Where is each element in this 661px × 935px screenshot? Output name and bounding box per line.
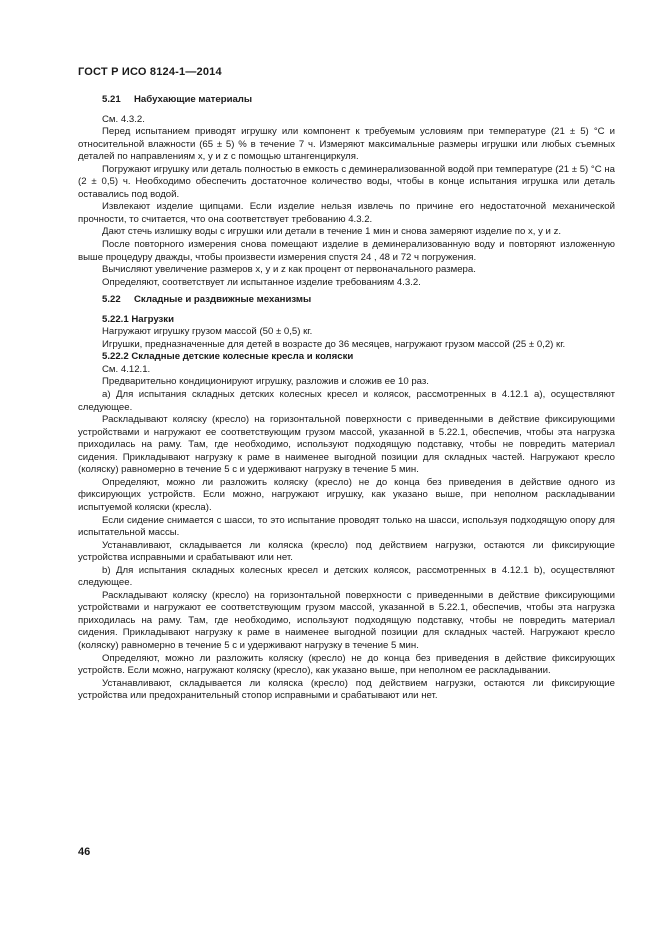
paragraph: После повторного измерения снова помещают изделие в деминерализованную воду и повторяют изложенную выше процедуру дважды, чтобы произвести измерения спустя 24 , 48 и 72 ч погружения. bbox=[78, 239, 615, 263]
document-header: ГОСТ Р ИСО 8124-1—2014 bbox=[78, 66, 222, 78]
paragraph: b) Для испытания складных колесных кресел и детских колясок, рассмотренных в 4.12.1 b), осуществляют следующее. bbox=[78, 564, 615, 589]
section-number: 5.21 bbox=[102, 94, 121, 105]
paragraph: Определяют, соответствует ли испытанное изделие требованиям 4.3.2. bbox=[102, 276, 421, 288]
paragraph: Погружают игрушку или деталь полностью в емкость с деминерализованной водой при температуре (21 ± 5) °С на (2 ± 0,5) ч. Необходимо обеспечить достаточное количество воды, чтобы в конце испытания игрушка или деталь оставались под водой. bbox=[78, 163, 615, 200]
section-heading-5-21 bbox=[102, 94, 615, 107]
paragraph: См. 4.3.2. bbox=[102, 113, 145, 125]
section-number: 5.22 bbox=[102, 294, 121, 306]
document-body bbox=[78, 94, 615, 703]
paragraph: Определяют, можно ли разложить коляску (кресло) не до конца без приведения в действие одного из фиксирующих устройств. Если можно, нагружают игрушку, как указано выше, при неполном раскладывании испытуемой коляски (кресла). bbox=[78, 476, 615, 513]
paragraph: Нагружают игрушку грузом массой (50 ± 0,5) кг. bbox=[102, 326, 313, 338]
paragraph: Игрушки, предназначенные для детей в возрасте до 36 месяцев, нагружают грузом массой (25 ± 0,2) кг. bbox=[102, 338, 566, 350]
subsection-heading-5-22-1: 5.22.1 Нагрузки bbox=[102, 313, 175, 325]
page-number: 46 bbox=[78, 846, 91, 858]
paragraph: Предварительно кондиционируют игрушку, разложив и сложив ее 10 раз. bbox=[102, 376, 429, 388]
section-title: Складные и раздвижные механизмы bbox=[134, 294, 312, 306]
paragraph: Устанавливают, складывается ли коляска (кресло) под действием нагрузки, остаются ли фиксирующие устройства или предохранительный стопор исправными и срабатывают или нет. bbox=[78, 677, 615, 702]
paragraph: Устанавливают, складывается ли коляска (кресло) под действием нагрузки, остаются ли фиксирующие устройства исправными и срабатывают или нет. bbox=[78, 539, 615, 564]
paragraph: Перед испытанием приводят игрушку или компонент к требуемым условиям при температуре (21 ± 5) °С и относительной влажности (65 ± 5) % в течение 7 ч. Измеряют максимальные размеры игрушки или любых съемных деталей по направлениям x, y и z с помощью штангенциркуля. bbox=[78, 126, 615, 163]
paragraph: Вычисляют увеличение размеров x, y и z как процент от первоначального размера. bbox=[102, 264, 476, 276]
paragraph: Извлекают изделие щипцами. Если изделие нельзя извлечь по причине его недостаточной механической прочности, то считается, что она соответствует требованию 4.3.2. bbox=[78, 201, 615, 225]
paragraph: Если сидение снимается с шасси, то это испытание проводят только на шасси, используя подходящую опору для испытательной массы. bbox=[78, 514, 615, 539]
paragraph: Определяют, можно ли разложить коляску (кресло) не до конца без приведения в действие фиксирующих устройств. Если можно, нагружают коляску (кресло), как указано выше, при неполном ее раскладывании. bbox=[78, 652, 615, 677]
paragraph: См. 4.12.1. bbox=[102, 363, 151, 375]
section-heading-5-22 bbox=[102, 294, 615, 307]
subsection-heading-5-22-2: 5.22.2 Складные детские колесные кресла и коляски bbox=[102, 351, 354, 363]
paragraph: Дают стечь излишку воды с игрушки или детали в течение 1 мин и снова замеряют изделие по x, y и z. bbox=[102, 226, 562, 238]
paragraph: Раскладывают коляску (кресло) на горизонтальной поверхности с приведенными в действие фиксирующими устройствами и нагружают ее соответствующим грузом массой, указанной в 5.22.1, обеспечив, чтобы эта нагрузка приходилась на раму. Там, где необходимо, используют подходящую подставку, чтобы не повредить материал сидения. Прикладывают нагрузку к раме в наименее выгодной позиции для складных частей. Нагружают кресло (коляску) равномерно в течение 5 с и удерживают нагрузку в течение 5 мин. bbox=[78, 414, 615, 476]
paragraph: Раскладывают коляску (кресло) на горизонтальной поверхности с приведенными в действие фиксирующими устройствами и нагружают ее соответствующим грузом массой, указанной в 5.22.1, обеспечив, чтобы эта нагрузка приходилась на раму. Там, где необходимо, используют подходящую подставку, чтобы не повредить материал сидения. Прикладывают нагрузку к раме в наименее выгодной позиции для складных частей. Нагружают кресло (коляску) равномерно в течение 5 с и удерживают нагрузку в течение 5 мин. bbox=[78, 589, 615, 651]
paragraph: а) Для испытания складных детских колесных кресел и колясок, рассмотренных в 4.12.1 а), осуществляют следующее. bbox=[78, 389, 615, 413]
section-title: Набухающие материалы bbox=[134, 94, 253, 105]
